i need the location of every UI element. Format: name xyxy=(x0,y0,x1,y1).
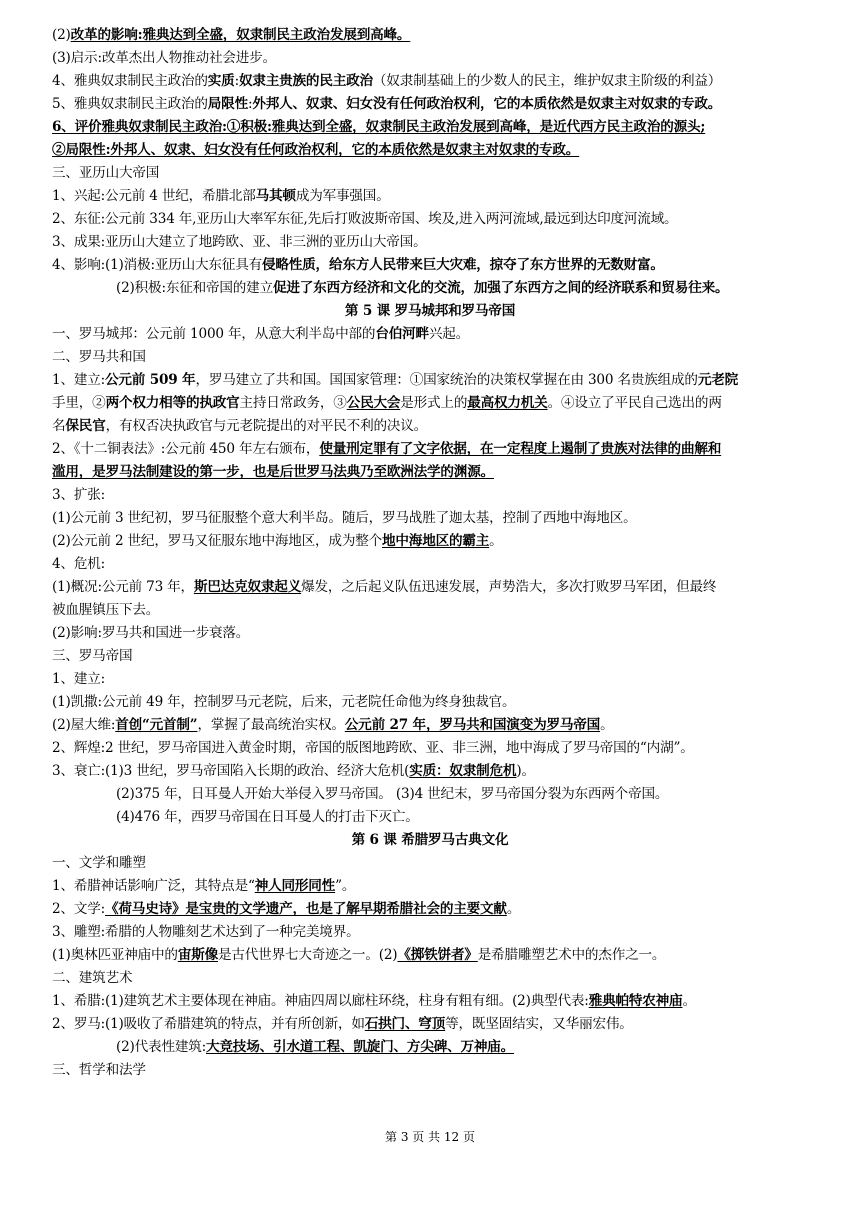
text-segment: 。 xyxy=(600,717,614,733)
text-line xyxy=(52,921,810,943)
text-line xyxy=(52,553,810,575)
text-line xyxy=(52,162,810,184)
text-segment: : xyxy=(234,73,239,89)
text-line xyxy=(52,346,810,368)
text-line xyxy=(52,737,810,759)
text-segment: 外邦人、奴隶、妇女没有任何政治权利，它的本质依然是奴隶主对奴隶的专政。 xyxy=(252,96,722,112)
text-segment: 。 xyxy=(489,533,503,549)
text-segment: 是古代世界七大奇迹之一。(2) xyxy=(218,947,398,963)
text-segment: ，掌握了最高统治实权。 xyxy=(197,717,345,733)
text-segment: 二、建筑艺术 xyxy=(52,970,133,986)
text-line xyxy=(52,691,810,713)
text-segment: 公元前 27 年，罗马共和国演变为罗马帝国 xyxy=(344,717,601,733)
text-segment: ②局限性:外邦人、奴隶、妇女没有任何政治权利，它的本质依然是奴隶主对奴隶的专政。 xyxy=(52,142,580,158)
text-line xyxy=(52,484,810,506)
text-segment: 元老院 xyxy=(697,372,738,388)
text-segment: 第 6 课 希腊罗马古典文化 xyxy=(351,832,509,848)
text-segment: (1)凯撒:公元前 49 年，控制罗马元老院，后来，元老院任命他为终身独裁官。 xyxy=(52,694,516,710)
text-line xyxy=(52,714,810,736)
text-segment: 促进了东西方经济和文化的交流，加强了东西方之间的经济联系和贸易往来。 xyxy=(272,280,729,296)
text-segment: ”。 xyxy=(335,878,356,894)
text-segment: 4、雅典奴隶制民主政治的 xyxy=(52,73,208,89)
lesson-title xyxy=(0,829,860,851)
text-segment: 公元前 509 年 xyxy=(105,372,196,388)
text-segment: 是形式上的 xyxy=(400,395,468,411)
text-segment: 5、雅典奴隶制民主政治的 xyxy=(52,96,208,112)
text-segment: 。 xyxy=(682,993,696,1009)
text-segment: 被血腥镇压下去。 xyxy=(52,602,160,618)
text-segment: 滥用，是罗马法制建设的第一步，也是后世罗马法典乃至欧洲法学的渊源。 xyxy=(52,464,494,480)
text-line xyxy=(52,70,810,92)
text-segment: 1、建立: xyxy=(52,671,106,687)
text-segment: 最高权力机关 xyxy=(467,395,548,411)
text-segment: 首创“元首制” xyxy=(115,717,198,733)
text-segment: 2、《十二铜表法》:公元前 450 年左右颁布， xyxy=(52,441,320,457)
text-segment: 一、文学和雕塑 xyxy=(52,855,146,871)
text-line xyxy=(52,438,810,460)
text-segment: 马其顿 xyxy=(255,188,296,204)
text-segment: : xyxy=(247,96,253,112)
text-segment: 1、建立: xyxy=(52,372,106,388)
text-segment: 成为军事强国。 xyxy=(295,188,390,204)
text-segment: 3、雕塑:希腊的人物雕刻艺术达到了一种完美境界。 xyxy=(52,924,360,940)
text-line xyxy=(52,1013,810,1035)
text-segment: (1)公元前 3 世纪初，罗马征服整个意大利半岛。随后，罗马战胜了迦太基，控制了西地中海地区。 xyxy=(52,510,637,526)
text-line xyxy=(52,760,810,782)
text-segment: (2)代表性建筑: xyxy=(116,1039,207,1055)
text-segment: 局限性 xyxy=(207,96,248,112)
text-segment: (2)屋大维: xyxy=(52,717,116,733)
text-segment: 大竞技场、引水道工程、凯旋门、方尖碑、万神庙。 xyxy=(206,1039,515,1055)
text-line xyxy=(52,645,810,667)
text-line xyxy=(52,323,810,345)
text-segment: 《掷铁饼者》 xyxy=(397,947,478,963)
text-segment: ，有权否决执政官与元老院提出的对平民不利的决议。 xyxy=(105,418,428,434)
text-segment: 改革的影响:雅典达到全盛，奴隶制民主政治发展到高峰。 xyxy=(70,27,411,43)
text-line xyxy=(52,461,810,483)
text-segment: 《荷马史诗》是宝贵的文学遗产，也是了解早期希腊社会的主要文献 xyxy=(105,901,507,917)
text-segment: 主持日常政务，③ xyxy=(239,395,347,411)
text-segment: 宙斯像 xyxy=(177,947,218,963)
text-segment: 爆发，之后起义队伍迅速发展，声势浩大，多次打败罗马军团，但最终 xyxy=(301,579,717,595)
text-line xyxy=(52,208,810,230)
text-segment: (2) xyxy=(52,27,71,43)
text-segment: 第 5 课 罗马城邦和罗马帝国 xyxy=(344,303,516,319)
text-segment: 兴起。 xyxy=(428,326,470,342)
text-segment: (1)概况:公元前 73 年， xyxy=(52,579,194,595)
text-line xyxy=(52,116,810,138)
text-segment: 2、东征:公元前 334 年,亚历山大率军东征,先后打败波斯帝国、埃及,进入两河流域,最远到达印度河流域。 xyxy=(52,211,678,227)
text-line xyxy=(52,369,810,391)
text-segment: 实质 xyxy=(207,73,235,89)
text-segment: 6、评价雅典奴隶制民主政治:①积极:雅典达到全盛，奴隶制民主政治发展到高峰，是近代西方民主政治的源头; xyxy=(52,119,706,135)
text-segment: ，罗马建立了共和国。国国家管理：①国家统治的决策权掌握在由 300 名贵族组成的 xyxy=(195,372,698,388)
text-segment: 1、希腊神话影响广泛，其特点是“ xyxy=(52,878,255,894)
text-line xyxy=(52,139,810,161)
text-segment: 斯巴达克奴隶起义 xyxy=(193,579,302,595)
text-segment: 名 xyxy=(52,418,66,434)
text-line xyxy=(52,944,810,966)
text-segment: 保民官 xyxy=(65,418,106,434)
text-segment: 实质：奴隶制危机 xyxy=(409,763,517,779)
text-segment: 奴隶主贵族的民主政治 xyxy=(238,73,373,89)
text-segment: 是希腊雕塑艺术中的杰作之一。 xyxy=(477,947,666,963)
text-line xyxy=(52,576,810,598)
text-segment: 三、亚历山大帝国 xyxy=(52,165,160,181)
text-segment: 4、危机: xyxy=(52,556,106,572)
text-segment: 三、罗马帝国 xyxy=(52,648,133,664)
text-line xyxy=(52,24,810,46)
text-segment: 地中海地区的霸主 xyxy=(382,533,490,549)
text-segment: 手里，② xyxy=(52,395,106,411)
text-line xyxy=(52,185,810,207)
text-line xyxy=(52,898,810,920)
text-segment: 台伯河畔 xyxy=(375,326,429,342)
text-segment: 3、衰亡:(1)3 世纪，罗马帝国陷入长期的政治、经济大危机( xyxy=(52,763,410,779)
text-segment: 。④设立了平民自己选出的两 xyxy=(547,395,722,411)
text-segment: 公民大会 xyxy=(346,395,401,411)
text-segment: 雅典帕特农神庙 xyxy=(588,993,683,1009)
text-line xyxy=(52,231,810,253)
text-line xyxy=(52,668,810,690)
text-segment: 二、罗马共和国 xyxy=(52,349,146,365)
text-line xyxy=(52,93,810,115)
text-segment: 1、希腊:(1)建筑艺术主要体现在神庙。神庙四周以廊柱环绕，柱身有粗有细。(2)典型代表: xyxy=(52,993,589,1009)
text-segment: 3、成果:亚历山大建立了地跨欧、亚、非三洲的亚历山大帝国。 xyxy=(52,234,427,250)
text-segment: (4)476 年，西罗马帝国在日耳曼人的打击下灭亡。 xyxy=(116,809,419,825)
text-segment: 等，既坚固结实，又华丽宏伟。 xyxy=(445,1016,633,1032)
text-line xyxy=(116,806,810,828)
text-segment: 两个权力相等的执政官 xyxy=(105,395,240,411)
text-line xyxy=(52,622,810,644)
text-segment: 3、扩张: xyxy=(52,487,106,503)
page-footer: 第 3 页 共 12 页 xyxy=(385,1130,475,1144)
text-segment: (1)奥林匹亚神庙中的 xyxy=(52,947,178,963)
text-segment: 侵略性质，给东方人民带来巨大灾难，掠夺了东方世界的无数财富。 xyxy=(261,257,664,273)
lesson-title xyxy=(0,300,860,322)
text-segment: 。 xyxy=(506,901,521,917)
text-line xyxy=(116,277,810,299)
text-line xyxy=(116,1036,810,1058)
text-line xyxy=(116,783,810,805)
text-segment: (2)公元前 2 世纪，罗马又征服东地中海地区，成为整个 xyxy=(52,533,383,549)
text-segment: 1、兴起:公元前 4 世纪，希腊北部 xyxy=(52,188,256,204)
text-segment: )。 xyxy=(516,763,535,779)
text-segment: 三、哲学和法学 xyxy=(52,1062,146,1078)
text-line xyxy=(52,47,810,69)
text-line xyxy=(52,990,810,1012)
text-segment: (2)积极:东征和帝国的建立 xyxy=(116,280,273,296)
text-line xyxy=(52,254,810,276)
text-line xyxy=(52,852,810,874)
text-segment: (3)启示:改革杰出人物推动社会进步。 xyxy=(52,50,276,66)
text-line xyxy=(52,507,810,529)
text-line xyxy=(52,599,810,621)
text-line xyxy=(52,415,810,437)
text-line xyxy=(52,875,810,897)
text-line xyxy=(52,530,810,552)
text-segment: （奴隶制基础上的少数人的民主，维护奴隶主阶级的利益） xyxy=(372,73,722,89)
text-segment: 2、文学: xyxy=(52,901,106,917)
text-segment: (2)影响:罗马共和国进一步衰落。 xyxy=(52,625,250,641)
text-segment: 使量刑定罪有了文字依据，在一定程度上遏制了贵族对法律的曲解和 xyxy=(319,441,722,457)
text-segment: 神人同形同性 xyxy=(254,878,336,894)
text-line xyxy=(52,392,810,414)
text-line xyxy=(52,1059,810,1081)
text-segment: 2、辉煌:2 世纪，罗马帝国进入黄金时期，帝国的版图地跨欧、亚、非三洲，地中海成了罗马帝国的“内湖”。 xyxy=(52,740,694,756)
text-segment: 2、罗马:(1)吸收了希腊建筑的特点，并有所创新，如 xyxy=(52,1016,365,1032)
text-segment: 石拱门、穹顶 xyxy=(364,1016,446,1032)
text-line xyxy=(52,967,810,989)
text-segment: 4、影响:(1)消极:亚历山大东征具有 xyxy=(52,257,262,273)
text-segment: 一、罗马城邦：公元前 1000 年，从意大利半岛中部的 xyxy=(52,326,376,342)
text-segment: (2)375 年，日耳曼人开始大举侵入罗马帝国。 (3)4 世纪末，罗马帝国分裂为东西两个帝国。 xyxy=(116,786,669,802)
